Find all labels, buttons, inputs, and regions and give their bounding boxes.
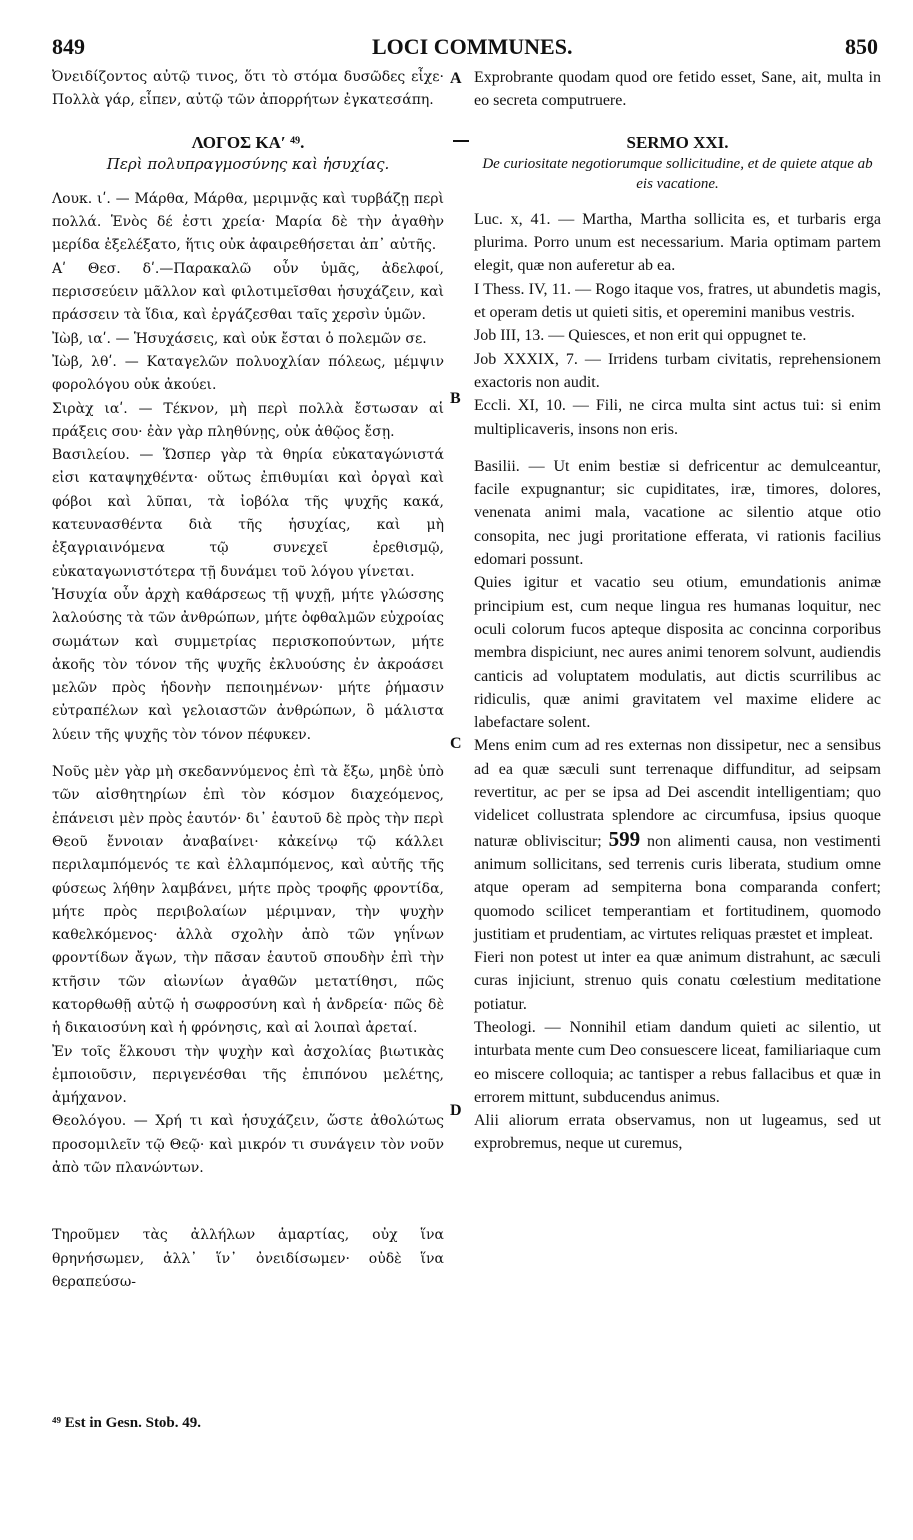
page-number-left: 849 [52, 34, 85, 59]
greek-column [52, 66, 444, 1294]
greek-paragraph: Τηροῦμεν τὰς ἀλλήλων ἁμαρτίας, οὐχ ἵνα θρηνήσωμεν, ἀλλ᾽ ἵν᾽ ὀνειδίσωμεν· οὐδὲ ἵνα θεραπεύσω- [52, 1227, 444, 1290]
greek-paragraph: Αʹ Θεσ. δʹ.—Παρακαλῶ οὖν ὑμᾶς, ἀδελφοί, περισσεύειν μᾶλλον καὶ φιλοτιμεῖσθαι ἡσυχάζειν, καὶ πράσσειν τὰ ἴδια, καὶ ἐργάζεσθαι ταῖς χερσὶν ὑμῶν. [52, 260, 444, 324]
latin-sermon-subtitle: De curiositate negotiorumque sollicitudine, et de quiete atque ab eis vacatione. [482, 155, 873, 192]
greek-paragraph: Ἡσυχία οὖν ἀρχὴ καθάρσεως τῇ ψυχῇ, μήτε γλώσσης λαλούσης τὰ τῶν ἀνθρώπων, μήτε ὀφθαλμῶν εὐχροίας σωμάτων καὶ συμμετρίας περισκοπούντων, μήτε ἀκοῆς τὸν τόνον τῆς ψυχῆς ἐκλυούσης ἐν ἀκροάσει μελῶν πρὸς ἡδονὴν πεποιημένων· μήτε ῥήμασιν εὐτραπέλων καὶ γελοιαστῶν ἀνθρώπων, ὃ μάλιστα λύειν τῆς ψυχῆς τὸν τόνον πέφυκεν. [52, 586, 444, 743]
greek-intro: Ὀνειδίζοντος αὐτῷ τινος, ὅτι τὸ στόμα δυσῶδες εἶχε· Πολλὰ γάρ, εἶπεν, αὐτῷ τῶν ἀπορρήτων ἐγκατεσάπη. [52, 69, 444, 109]
greek-paragraph: Βασιλείου. — Ὥσπερ γὰρ τὰ θηρία εὐκαταγώνιστά εἰσι καταψηχθέντα· οὕτως ἐπιθυμίαι καὶ ὀργαὶ καὶ φόβοι καὶ λῦπαι, τὰ ἰοβόλα τῆς ψυχῆς κακά, κατευνασθέντα διὰ τῆς ἡσυχίας, καὶ μὴ ἐξαγριαινόμενα τῷ συνεχεῖ ἐρεθισμῷ, εὐκαταγωνιστότερα τῇ δυνάμει τοῦ λόγου γίνεται. [52, 447, 444, 580]
greek-paragraph: Λουκ. ιʹ. — Μάρθα, Μάρθα, μεριμνᾷς καὶ τυρβάζῃ περὶ πολλά. Ἑνὸς δέ ἐστι χρεία· Μαρία δὲ τὴν ἀγαθὴν μερίδα ἐξελέξατο, ἥτις οὐκ ἀφαιρεθήσεται ἀπ᾽ αὐτῆς. [52, 190, 444, 254]
latin-text: non alimenti causa, non vestimenti animum sollicitans, sed terrenis curis liberata, studium omne atque operam ad sempiterna bona comparanda confert; quomodo scilicet temperantiam et fortitudinem, quomodo justitiam et prudentiam, ac virtutes reliquas præstet et impleat. [474, 832, 881, 943]
margin-letter-c: C [450, 735, 462, 752]
latin-paragraph [474, 734, 881, 946]
latin-paragraph: Job XXXIX, 7. — Irridens turbam civitatis, reprehensionem exactoris non audit. [474, 350, 881, 391]
latin-paragraph: Theologi. — Nonnihil etiam dandum quieti ac silentio, ut inturbata mente cum Deo consuescere liceat, familiariaque cum eo miscere colloquia; ac tantisper a rebus fallacibus et quæ in errorem mittunt, subducendus animus. [474, 1018, 881, 1106]
latin-paragraph: Job III, 13. — Quiesces, et non erit qui oppugnet te. [474, 327, 807, 345]
latin-column [474, 66, 881, 1156]
latin-sermon-title: SERMO XXI. [626, 132, 729, 152]
latin-paragraph: Eccli. XI, 10. — Fili, ne circa multa sint actus tui: si enim multiplicaveris, insons non eris. [474, 397, 881, 438]
margin-letter-d: D [450, 1102, 462, 1119]
latin-intro: Exprobrante quodam quod ore fetido esset, Sane, ait, multa in eo secreta computruere. [474, 69, 881, 110]
footnote: ⁴⁹ Est in Gesn. Stob. 49. [52, 1415, 202, 1431]
greek-paragraph: Ἰὼβ, λθʹ. — Καταγελῶν πολυοχλίαν πόλεως, μέμψιν φορολόγου οὐκ ἀκούει. [52, 353, 444, 394]
running-title: LOCI COMMUNES. [372, 34, 573, 59]
greek-paragraph: Ἰὼβ, ιαʹ. — Ἡσυχάσεις, καὶ οὐκ ἔσται ὁ πολεμῶν σε. [52, 330, 427, 347]
greek-paragraph: Θεολόγου. — Χρή τι καὶ ἡσυχάζειν, ὥστε ἀθολώτως προσομιλεῖν τῷ Θεῷ· καὶ μικρόν τι συνάγειν τὸν νοῦν ἀπὸ τῶν πλανώντων. [52, 1113, 444, 1177]
margin-letter-a: A [450, 70, 462, 87]
latin-text: Mens enim cum ad res externas non dissipetur, nec a sensibus ad ea quæ sæculi sunt terrenaque diffunditur, ad seipsam revertitur, ac per se ipsa ad Dei ascendit intelligentiam; quo videlicet collustrata splendore ac circumfusa, ipsius quoque naturæ obliviscitur; [474, 737, 881, 850]
greek-paragraph: Νοῦς μὲν γὰρ μὴ σκεδαννύμενος ἐπὶ τὰ ἔξω, μηδὲ ὑπὸ τῶν αἰσθητηρίων ἐπὶ τὸν κόσμον διαχεόμενος, ἐπάνεισι μὲν πρὸς ἑαυτόν· δι᾽ ἑαυτοῦ δὲ πρὸς τὴν περὶ Θεοῦ ἔννοιαν ἀναβαίνει· κἀκείνῳ τῷ κάλλει περιλαμπόμενός τε καὶ ἐλλαμπόμενος, καὶ αὐτῆς τῆς φύσεως λήθην λαμβάνει, μήτε πρὸς τροφῆς φροντίδα, μήτε πρὸς περιβολαίων μέριμναν, τὴν ψυχὴν καθελκόμενος· ἀλλὰ σχολὴν ἀπὸ τῶν γηΐνων φροντίδων ἄγων, τὴν πᾶσαν ἑαυτοῦ σπουδὴν ἐπὶ τὴν κτῆσιν τῶν αἰωνίων ἀγαθῶν μετατίθησι, πῶς κατορθωθῇ αὐτῷ ἡ σωφροσύνη καὶ ἡ ἀνδρεία· πῶς δὲ ἡ δικαιοσύνη καὶ ἡ φρόνησις, καὶ αἱ λοιπαὶ ἀρεταί. [52, 764, 444, 1037]
latin-paragraph: I Thess. IV, 11. — Rogo itaque vos, fratres, ut abundetis magis, et operam detis ut quieti sitis, et operemini manibus vestris. [474, 280, 881, 322]
greek-paragraph: Σιρὰχ ιαʹ. — Τέκνον, μὴ περὶ πολλὰ ἔστωσαν αἱ πράξεις σου· ἐὰν γὰρ πληθύνῃς, οὐκ ἀθῷος ἔσῃ. [52, 400, 444, 440]
column-number: 599 [608, 826, 641, 851]
greek-paragraph: Ἐν τοῖς ἕλκουσι τὴν ψυχὴν καὶ ἀσχολίας βιωτικὰς ἐμποιοῦσιν, περιγενέσθαι τῆς ἐπιπόνου μελέτης, ἀμήχανον. [52, 1043, 444, 1107]
margin-dash [453, 140, 469, 142]
greek-sermon-subtitle: Περὶ πολυπραγμοσύνης καὶ ἡσυχίας. [106, 154, 390, 173]
latin-paragraph: Alii aliorum errata observamus, non ut lugeamus, sed ut exprobremus, neque ut curemus, [474, 1112, 881, 1153]
greek-sermon-title: ΛΟΓΟΣ ΚΑʹ ⁴⁹. [191, 132, 305, 152]
latin-paragraph: Fieri non potest ut inter ea quæ animum distrahunt, ac sæculi curas injiciunt, strenuo quis conatu cœlestium meditatione potiatur. [474, 949, 881, 1013]
page-number-right: 850 [845, 34, 878, 59]
latin-paragraph: Quies igitur et vacatio seu otium, emundationis animæ principium est, cum neque lingua res humanas loquitur, nec oculi colorum fucos apteque disposita ac concinna corporibus membra dispiciunt, nec aures animi tenorem solvunt, audiendis canticis ad voluptatem modulatis, aut dictis scurrilibus ac ridiculis, quæ animi gravitatem vel maxime elidere ac labefactare solent. [474, 574, 881, 732]
latin-paragraph: Luc. x, 41. — Martha, Martha sollicita es, et turbaris erga plurima. Porro unum est necessarium. Maria optimam partem elegit, quæ non auferetur ab ea. [474, 210, 881, 275]
margin-letter-b: B [450, 390, 461, 407]
latin-paragraph: Basilii. — Ut enim bestiæ si defricentur ac demulceantur, facile expugnantur; sic cupiditates, iræ, timores, dolores, venenata animi mala, vacatione ac silentio atque otio consopita, nec jugi proritatione efferata, vi rationis facilius edomari possunt. [474, 457, 881, 569]
